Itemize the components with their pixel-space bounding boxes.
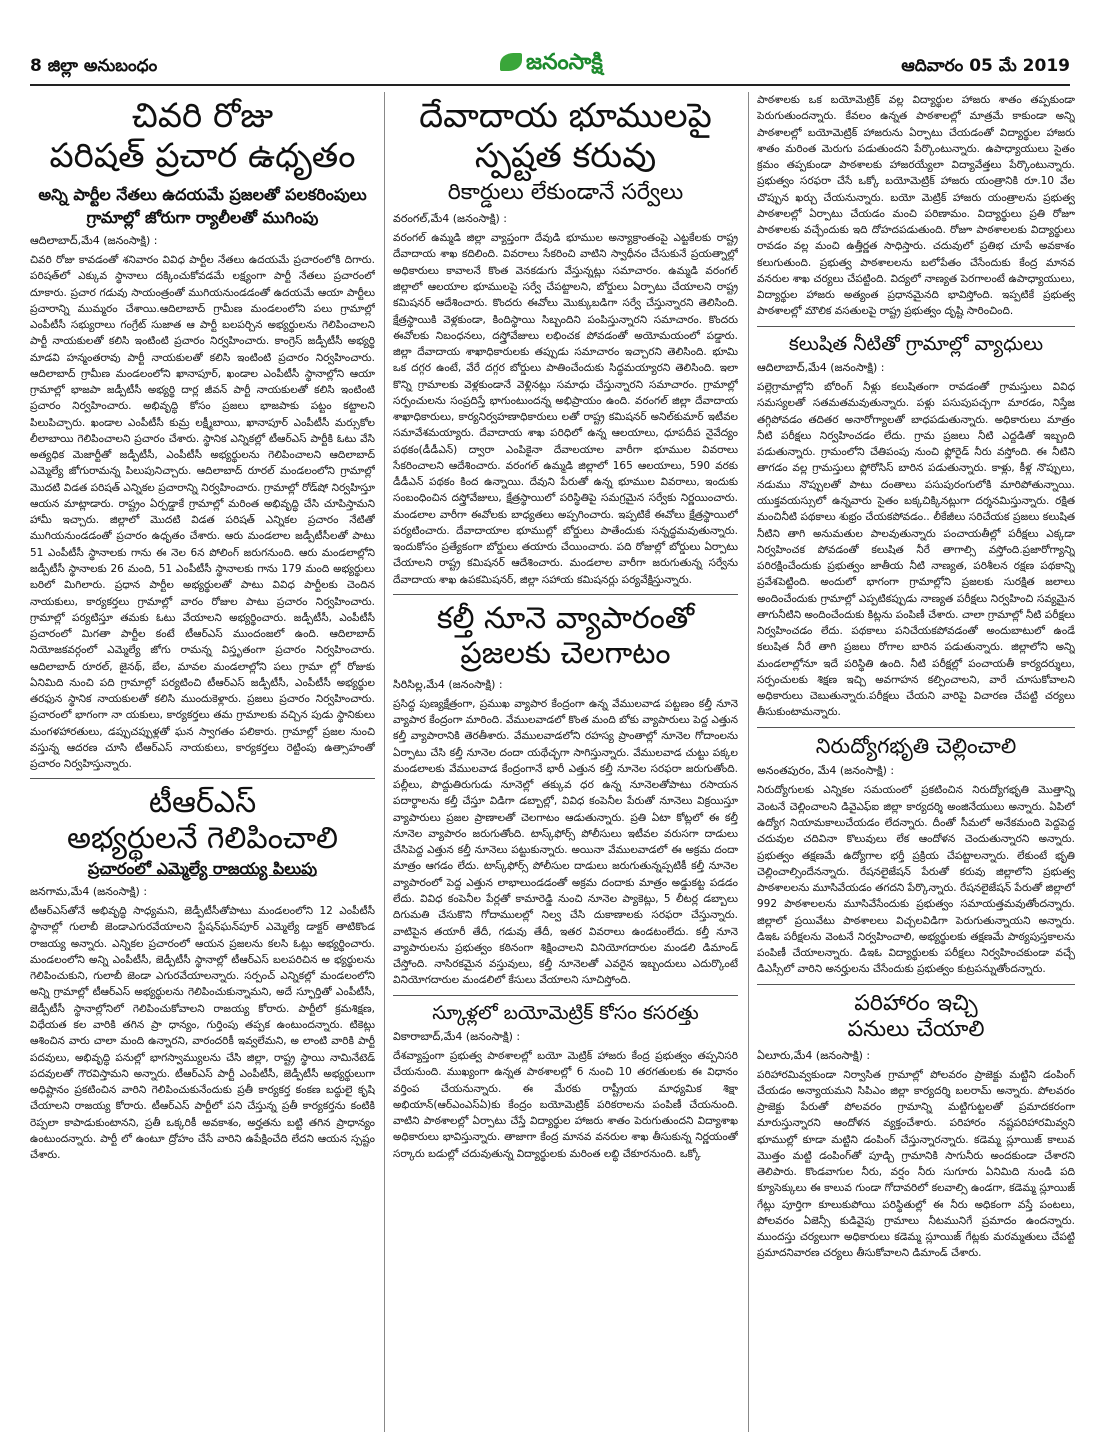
dateline: సిరిసిల్ల,మే4 (జనంసాక్షి) : xyxy=(393,677,503,691)
headline-adulterated-oil xyxy=(393,601,738,672)
headline-campaign xyxy=(30,96,375,176)
headline-trs xyxy=(30,785,375,856)
subheadline: రికార్డులు లేకుండానే సర్వేలు xyxy=(447,180,684,206)
subheadline: అన్ని పార్టీల నేతలు ఉదయమే ప్రజలతో పలకరింపులు xyxy=(38,185,367,205)
divider xyxy=(757,984,1075,985)
leaf-icon xyxy=(500,53,522,71)
headline-line: అభ్యర్థులనే గెలిపించాలి xyxy=(66,820,339,856)
article-body: పరిహారమివ్వకుండా నిర్వాసిత గ్రామాల్లో పోలవరం ప్రాజెక్టు మట్టిని డంపింగ్ చేయడం అన్యాయమని సిపిఎం జిల్లా కార్యదర్శి బలరామ్ అన్నారు. పోలవరం ప్రాజెక్టు పేరుతో పోలవరం గ్రామాన్ని మట్టిగుట్టలతో ప్రమాదకరంగా మారుస్తున్నారని ఆందోళన వ్యక్తంచేశారు. పరిహారం నష్టపరిహారమివ్వని భూముల్లో కూడా మట్టిని డంపింగ్ చేస్తున్నారన్నారు. కడెమ్మ స్లూయిజ్ కాలువ మొత్తం మట్టి డంపింగ్‌తో పూడ్చి గ్రామానికి సాగునీరు అందకుండా చేశారని తెలిపారు. కొండవాగుల నీరు, వర్షం నీరు సుగూరు ఏనిమిది నుండి పది క్యూసెక్కులు ఈ కాలువ గుండా గోదావరిలో కలవాల్సి ఉండగా, కడెమ్మ స్లూయిజ్ గేట్లు పూర్తిగా కూలుకుపోయి పరిస్థితుల్లో ఈ నీరు అధికంగా వస్తే పంటలు, పోలవరం ఏజెన్సీ కుడివైపు గ్రామాలు నీటమునిగే ప్రమాదం ఉందన్నారు. ముందస్తు చర్యలుగా అధికారులు కడెమ్మ స్లూయిజ్ గేట్లకు మరమ్మతులు చేపట్టి ప్రమాదనివారణ చర్యలు తీసుకోవాలని డిమాండ్ చేశారు. xyxy=(757,1068,1075,1260)
article-body-continued: పాఠశాలకు ఒక బయోమెట్రిక్ వల్ల విద్యార్థుల హాజరు శాతం తప్పకుండా పెరుగుతుందన్నారు. కేవలం ఉన్నత పాఠశాలల్లో మాత్రమే కాకుండా అన్ని పాఠశాలల్లో బయోమెట్రిక్ హాజరును ఏర్పాటు చేయడంతో విద్యార్థుల హాజరు శాతం మరింత మెరుగు పడుతుందని పేర్కొంటున్నారు. ఉపాధ్యాయులు సైతం క్రమం తప్పకుండా పాఠశాలకు హాజరయ్యేలా విద్యావేత్తలు పేర్కొంటున్నారు. ప్రభుత్వం సరఫరా చేసే ఒక్కో బయోమెట్రిక్ హాజరు యంత్రానికి రూ.10 వేల చొప్పున ఖర్చు చేయనున్నారు. బయో మెట్రిక్ హాజరు యంత్రాలను ప్రభుత్వ పాఠశాలల్లో ఏర్పాటు చేయడం మంచి పరిణామం. విద్యార్థులు ప్రతి రోజూ పాఠశాలకు వచ్చేందుకు ఇది దోహదపడుతుంది. రోజూ పాఠశాలలకు విద్యార్థులు రావడం వల్ల మంచి ఉత్తీర్ణత సాధిస్తారు. చదువులో ప్రతిభ చూపే అవకాశం కలుగుతుంది. ప్రభుత్వ పాఠశాలలను బలోపేతం చేసేందుకు కేంద్ర మానవ వనరుల శాఖ చర్యలు చేపట్టింది. విద్యలో నాణ్యత పెరగాలంటే ఉపాధ్యాయులు, విద్యార్థుల హాజరు అత్యంత ప్రధానమైనది భావిస్తోంది. ఇప్పటికే ప్రభుత్వ పాఠశాలల్లో మౌలిక వసతులపై రాష్ట్ర ప్రభుత్వం దృష్టి సారించింది. xyxy=(757,94,1075,318)
divider xyxy=(30,778,375,779)
header-rule xyxy=(30,84,1070,86)
column-divider xyxy=(384,92,385,1432)
column-1 xyxy=(30,92,375,1437)
headline-line: కల్తీ నూనె వ్యాపారంతో xyxy=(436,601,695,637)
headline-line: ప్రజలకు చెలగాటం xyxy=(460,636,671,672)
headline-temple-lands xyxy=(393,96,738,176)
divider xyxy=(393,995,738,996)
dateline: జనగామ,మే4 (జనంసాక్షి) : xyxy=(30,885,148,899)
dateline: వికారాబాద్,మే4 (జనంసాక్షి) : xyxy=(393,1029,521,1043)
article-body: వరంగల్ ఉమ్మడి జిల్లా వ్యాప్తంగా దేవుడి భూముల అన్యాక్రాంతంపై ఎట్టకేలకు రాష్ట్ర దేవాదాయ శాఖ కదిలింది. వివరాలు సేకరించి వాటిని స్వాధీనం చేసుకునే ప్రయత్నాల్లో అధికారులు కావాలనే కొంత వెనకడుగు వేస్తున్నట్లు సమాచారం. ఉమ్మడి వరంగల్ జిల్లాలో ఆలయాల భూములపై సర్వే చేపట్టాలని, బోర్డులు ఏర్పాటు చేయాలని రాష్ట్ర కమిషనర్ ఆదేశించారు. కొందరు ఈవోలు మొక్కుబడిగా సర్వే చేస్తున్నారని తెలిసింది. క్షేత్రస్థాయికి వెళ్లకుండా, కిందిస్థాయి సిబ్బందిని పంపిస్తున్నారని సమాచారం. కొందరు ఈవోలకు నిబంధనలు, దస్త్రోవేజులు లభించక పోవడంతో అయోమయంలో పడ్డారు. జిల్లా దేవాదాయ శాఖాధికారులకు తప్పుడు సమాచారం ఇచ్చారని తెలిసింది. భూమి ఒక దగ్గర ఉంటే, వేరే దగ్గర బోర్డులు పాతించేందుకు సిద్ధమయ్యారని తెలిసింది. ఇలా కొన్ని గ్రామాలకు వెళ్లకుండానే వెళ్లినట్లు సమాధు చేస్తున్నారని సమాచారం. గ్రామాల్లో సర్పంచులను సంప్రదిస్తే భాగుంటుందన్న అభిప్రాయం ఉంది. వరంగల్ జిల్లా దేవాదాయ శాఖాధికారులు, కార్యనిర్వహణాధికారులు లతో రాష్ట్ర కమిషనర్ అనిల్‌కుమార్ ఇటీవల సమావేశమయ్యారు. దేవాదాయ శాఖ పరిధిలో ఉన్న ఆలయాలు, ధూపదీప నైవేద్యం పథకం(డీడీఎన్) ద్వారా ఎంపికైనా దేవాలయాల వారీగా భూముల వివరాలు సేకరించాలని ఆదేశించారు. వరంగల్ ఉమ్మడి జిల్లాలో 165 ఆలయాలు, 590 వరకు డీడీఎన్ పథకం కింద ఉన్నాయి. దేవుని పేరుతో ఉన్న భూముల వివరాలు, ఇందుకు సంబంధించిన దస్త్రోవేజులు, క్షేత్రస్థాయిలో పరిస్థితిపై సమగ్రమైన సర్వేకు నిర్ణయించారు. మండలాల వారీగా ఈవోలకు బాధ్యతలు అప్పగించారు. ఇప్పటికే ఈవోలు క్షేత్రస్థాయిలో పర్యటించారు. దేవాదాయాల భూముల్లో బోర్డులు పాతేందుకు సన్నద్ధమవుతున్నారు. ఇందుకోసం ప్రత్యేకంగా బోర్డులు తయారు చేయించారు. పది రోజుల్లో బోర్డులు ఏర్పాటు చేయాలని రాష్ట్ర కమిషనర్ ఆదేశించారు. మండలాల వారీగా జరుగుతున్న సర్వేను దేవాదాయ శాఖ ఉపకమిషనర్, జిల్లా సహాయ కమిషనర్లు పర్యవేక్షిస్తున్నారు. xyxy=(393,232,738,586)
article-body: టీఆర్‌ఎస్‌తోనే అభివృద్ధి సాధ్యమని, జెడ్పీటీసీతోపాటు మండలంలోని 12 ఎంపీటీసీ స్థానాల్లో గులాబీ జెండాఎగురవేయాలని స్టేషన్‌ఘన్‌పూర్ ఎమ్మెల్యే డాక్టర్ తాటికొండ రాజయ్య అన్నారు. ఎన్నికల ప్రచారంలో ఆయన ప్రజలను కలసి ఓట్లు అభ్యర్థించారు. మండలంలోని అన్ని ఎంపీటీసీ, జెడ్పీటీసీ స్థానాల్లో టీఆర్‌ఎస్ బలపరిచిన అ భ్యర్థులను గెలిపించుకుని, గులాబీ జెండా ఎగురవేయాలన్నారు. సర్పంచ్ ఎన్నికల్లో మండలంలోని అన్ని గ్రామాల్లో టీఆర్‌ఎస్ అభ్యర్థులను గెలిపించుకున్నామని, అదే స్ఫూర్తితో ఎంపీటీసీ, జెడ్పీటీసీ స్థానాల్లోనిలో గెలిపించుకోవాలని రాజయ్య కోరారు. పార్టీలో క్రమశిక్షణ, విధేయత కల వారికి తగిన ప్రా ధాన్యం, గుర్తింపు తప్పక ఉంటుందన్నారు. టికెట్లు ఆశించిన వారు చాలా మంది ఉన్నారని, వారందరికీ ఇవ్వలేమని, అ లాంటి వారికి పార్టీ పదవులు, అభివృద్ధి పనుల్లో భాగస్వామ్యులను చేసి జిల్లా, రాష్ట్ర స్థాయి నామినేటెడ్ పదవులతో గౌరవిస్తామని అన్నారు. టీఆర్‌ఎస్ పార్టీ ఎంపీటీసీ, జెడ్పీటీసీ అభ్యర్థులుగా అధిష్టానం ప్రకటించిన వారిని గెలిపించుకునేందుకు ప్రతీ కార్యకర్త కంకణ బద్ధులై కృషి చేయాలని రాజయ్య కోరారు. టీఆర్‌ఎస్ పార్టీలో పని చేస్తున్న ప్రతీ కార్యకర్తను కంటికి రెప్పలా కాపాడుకుంటానని, ప్రతీ ఒక్కరికీ అవకాశం, అర్హతను బట్టి తగిన ప్రాధాన్యం ఉంటుందన్నారు. పార్టీ లో ఉంటూ ద్రోహం చేసే వారిని ఉపేక్షించేది లేదని ఆయన స్పష్టం చేశారు. xyxy=(30,905,375,1162)
divider xyxy=(757,727,1075,728)
masthead-text: జనంసాక్షి xyxy=(526,50,603,75)
headline-line: పరిహారం ఇచ్చి xyxy=(854,990,978,1016)
divider xyxy=(393,594,738,595)
headline-line: చివరి రోజు xyxy=(131,96,274,136)
article-body: చివరి రోజు కావడంతో శనివారం వివిధ పార్టీల నేతలు ఉదయమే ప్రచారంలోకి దిగారు. పరిషత్‌లో ఎక్కువ స్థానాలు దక్కించుకోవడమే లక్ష్యంగా పార్టీ నేతలు ప్రచారంలో దూకారు. ప్రచార గడువు సాయంత్రంతో ముగియనుండడంతో ఉదయమే ఆయా పార్టీలు ప్రచారాన్ని ముమ్మరం చేశాయి.ఆదిలాబాద్ గ్రామీణ మండలంలోని పలు గ్రామాల్లో ఎంపీటీసీ సభ్యురాలు గంగ్రేట్ సుజాత ఆ పార్టీ బలపర్చిన అభ్యర్థులను గెలిపించాలని పార్టీ నాయకులతో కలిసి ఇంటింటి ప్రచారం నిర్వహించారు. కాంగ్రెస్ జడ్పీటీసీ అభ్యర్థి మాడవి హన్మంతరావు పార్టీ నాయకులతో కలిసి ఇంటింటి ప్రచారం నిర్వహించారు. ఆదిలాబాద్ గ్రామీణ మండలంలోని ఖానాపూర్, ఖండాల ఎంపీటీసీ స్థానాల్లోని ఆయా గ్రామాల్లో భాజపా జడ్పీటీసీ అభ్యర్థి దార్ల జీవన్ పార్టీ నాయకులతో కలిసి ఇంటింటి ప్రచారం నిర్వహించారు. అభివృద్ధి కోసం ప్రజలు భాజపాకు పట్టం కట్టాలని పిలుపిచ్చారు. ఖండాల ఎంపీటీసీ కుమ్ర లక్ష్మీబాయి, ఖానాపూర్ ఎంపీటీసీ మర్సుకోల లీలాబాయి గెలిపించాలని ప్రచారం చేశారు. స్థానిక ఎన్నికల్లో టీఆర్‌ఎస్ పార్టీకి ఓటు వేసి అత్యధిక మెజార్టీతో జడ్పీటీసీ, ఎంపీటీసీ అభ్యర్థులను గెలిపించాలని ఆదిలాబాద్ ఎమ్మెల్యే జోగురామన్న పిలుపునిచ్చారు. ఆదిలాబాద్ రూరల్ మండలంలోని గ్రామాల్లో మొదటి విడత పరిషత్ ఎన్నికల ప్రచారాన్ని నిర్వహించారు. గ్రామాల్లో రోడ్‌షో నిర్వహిస్తూ ఆయన మాట్లాడారు. రాష్ట్రం ఏర్పడ్డాకే గ్రామాల్లో మరింత అభివృద్ధి చేసి చూపిస్తామని హామీ ఇచ్చారు. జిల్లాలో మొదటి విడత పరిషత్ ఎన్నికల ప్రచారం నేటితో ముగియనుండడంతో ప్రచారం ఉధృతం చేశారు. ఆరు మండలాల జడ్పీటీసీలతో పాటు 51 ఎంపీటీసీ స్థానాలకు గాను ఈ నెల 6న పోలింగ్ జరుగనుంది. ఆరు మండలాల్లోని జడ్పీటీసీ స్థానాలకు 26 మంది, 51 ఎంపీటీసీ స్థానాలకు గాను 179 మంది అభ్యర్థులు బరిలో మిగిలారు. ప్రధాన పార్టీల అభ్యర్థులతో పాటు వివిధ పార్టీలకు చెందిన నాయకులు, కార్యకర్తలు గ్రామాల్లో వారం రోజుల పాటు ప్రచారం నిర్వహించారు. గ్రామాల్లో పర్యటిస్తూ తమకు ఓటు వేయాలని అభ్యర్థించారు. జడ్పీటీసీ, ఎంపీటీసీ ప్రచారంలో మిగతా పార్టీల కంటే టీఆర్‌ఎస్ ముందంజలో ఉంది. ఆదిలాబాద్ నియోజకవర్గంలో ఎమ్మెల్యే జోగు రామన్న విస్తృతంగా ప్రచారం నిర్వహించారు. ఆదిలాబాద్ రూరల్, జైనథ్, బేల, మావల మండలాల్లోని పలు గ్రామా ల్లో రోజుకు ఏనిమిది నుంచి పది గ్రామాల్లో పర్యటించి టీఆర్‌ఎస్ జడ్పీటీసీ, ఎంపీటీసీ అభ్యర్థుల తరఫున స్థానిక నాయకులతో కలిసి ముందుకెళ్లారు. ప్రజలు ప్రచారం నిర్వహించారు. ప్రచారంలో భాగంగా నా యకులు, కార్యకర్తలు తమ గ్రామాలకు వచ్చిన పుడు స్థానికులు మంగళహారతులు, డప్పుచప్పుళ్లతో ఘన స్వాగతం పలికారు. గ్రామాల్లో ప్రజల నుంచి వస్తున్న ఆదరణ చూసి టీఆర్‌ఎస్ నాయకులు, కార్యకర్తలు రెట్టింపు ఉత్సాహంతో ప్రచారం నిర్వహిస్తున్నారు. xyxy=(30,253,375,771)
column-2 xyxy=(393,92,738,1437)
dateline: వరంగల్,మే4 (జనంసాక్షి) : xyxy=(393,212,507,226)
headline-unemployment: నిరుద్యోగభృతి చెల్లించాలి xyxy=(815,733,1017,758)
subheadline: ప్రచారంలో ఎమ్మెల్యే రాజయ్య పిలుపు xyxy=(87,859,318,879)
column-divider xyxy=(748,92,749,1432)
article-body: పల్లెగ్రామాల్లోని బోరింగ్ నీళ్లు కలుషితంగా రావడంతో గ్రామస్తులు వివిధ సమస్యలతో సతమతమవుతున్నారు. పళ్లు పసుపుపచ్చగా మారడం, నిస్తేజ తగ్గిపోవడం తదితర అనారోగ్యాలతో బాధపడుతున్నారు. అధికారులు మాత్రం నీటి పరీక్షలు నిర్వహించడం లేదు. గ్రామ ప్రజలు నీటి ఎద్దడితో ఇబ్బంది పడుతున్నారు. గ్రామంలోని చేతిపంపు నుంచి ఫ్లోరైడ్ నీరు వస్తోంది. ఈ నీటిని తాగడం వల్ల గ్రామస్తులు ఫ్లోరోసిస్ బారిన పడుతున్నారు. కాళ్లు, కీళ్ల నొప్పులు, నడుము నొప్పులతో పాటు దంతాలు పసుపురంగులోకి మారిపోతున్నాయి. యుక్తవయస్సులో ఉన్నవారు సైతం బక్కచిక్కినట్లుగా దర్శనమిస్తున్నారు. రక్షిత మంచినీటి పథకాలు శుభ్రం చేయకపోవడం.. లీకేజీలు సరిచేయక ప్రజలు కలుషిత నీటిని తాగి అనుమతుల పాలవుతున్నారు పంచాయతీల్లో పరీక్షలు ఎక్కడా నిర్వహించక పోవడంతో కలుషిత నీరే తాగాల్సి వస్తోంది.ప్రజారోగ్యాన్ని పరిరక్షించేందుకు ప్రభుత్వం జాతీయ నీటి నాణ్యత, పరిశీలన రక్షణ పథకాన్ని ప్రవేశపెట్టింది. అందులో భాగంగా గ్రామాల్లోని ప్రజలకు సురక్షిత జలాలు అందించేందుకు గ్రామాల్లో ఎప్పటికప్పుడు నాణ్యత పరీక్షలు నిర్వహించి సవ్యమైన తాగునీటిని అందించేందుకు కిట్లను పంపిణీ చేశారు. చాలా గ్రామాల్లో నీటి పరీక్షలు నిర్వహించడం లేదు. పథకాలు పనిచేయకపోవడంతో అందుబాటులో ఉండే కలుషిత నీరే తాగి ప్రజలు రోగాల బారిన పడుతున్నారు. జిల్లాలోని అన్ని మండలాల్లోనూ ఇదే పరిస్థితి ఉంది. నీటి పరీక్షల్లో పంచాయతీ కార్యదర్శులు, సర్పంచులకు శిక్షణ ఇచ్చి అవగాహన కల్పించాలని, వారే చూసుకోవాలని అధికారులు చెబుతున్నారు.పరీక్షలు చేయని వారిపై విచారణ చేపట్టి చర్యలు తీసుకుంటామన్నారు. xyxy=(757,381,1075,719)
dateline: ఆదిలాబాద్,మే4 (జనంసాక్షి) : xyxy=(30,233,158,247)
subheadline: గ్రామాల్లో జోరుగా ర్యాలీలతో ముగింపు xyxy=(86,208,319,228)
headline-line: దేవాదాయ భూములపై xyxy=(419,96,712,136)
article-body: దేశవ్యాప్తంగా ప్రభుత్వ పాఠశాలల్లో బయో మెట్రిక్ హాజరు కేంద్ర ప్రభుత్వం తప్పనిసరి చేయనుంది. ముఖ్యంగా ఉన్నత పాఠశాలల్లో 6 నుంచి 10 తరగతులకు ఈ విధానం వర్తింప చేయనున్నారు. ఈ మేరకు రాష్ట్రీయ మాధ్యమిక శిక్షా అభియాన్(ఆర్ఎంఎస్ఏ)కు కేంద్రం బయోమెట్రిక్ పరికరాలను పంపిణీ చేయనుంది. వాటిని పాఠశాలల్లో ఏర్పాటు చేస్తే విద్యార్థుల హాజరు శాతం పెరుగుతుందని విద్యాశాఖ అధికారులు భావిస్తున్నారు. తాజాగా కేంద్ర మానవ వనరుల శాఖ తీసుకున్న నిర్ణయంతో సర్కారు బడుల్లో చదువుతున్న విద్యార్థులకు మరింత లబ్ధి చేకూరనుంది. ఒక్కో xyxy=(393,1049,738,1160)
dateline: ఏలూరు,మే4 (జనంసాక్షి) : xyxy=(757,1048,871,1062)
headline-contaminated-water: కలుషిత నీటితో గ్రామాల్లో వ్యాధులు xyxy=(788,332,1044,355)
headline-line: టీఆర్ఎస్ xyxy=(148,785,257,821)
headline-line: పనులు చేయాలి xyxy=(847,1016,985,1042)
article-body: ప్రసిద్ధ పుణ్యక్షేత్రంగా, ప్రముఖ వ్యాపార కేంద్రంగా ఉన్న వేములవాడ పట్టణం కల్తీ నూనె వ్యాపార కేంద్రంగా మారింది. వేములవాడలో కొంత మంది బోకు వ్యాపారులు పెద్ద ఎత్తున కల్తీ వ్యాపారానికి తెరతీశారు. వేములవాడలోని రహస్య ప్రాంతాల్లో నూనెల గోదాంలను ఏర్పాటు చేసి కల్తీ నూనెల దందా యథేచ్ఛగా సాగిస్తున్నారు. వేములవాడ చుట్టు పక్కల మండలాలకు వేములవాడ కేంద్రంగానే భారీ ఎత్తున కల్తీ నూనెల సరఫరా జరుగుతోంది. పల్లీలు, పొద్దుతిరుగుడు నూనెల్లో తక్కువ ధర ఉన్న నూనెలతోపాటు రసాయన పదార్థాలను కల్తీ చేస్తూ విడిగా డబ్బాల్లో, వివిధ కంపెనీల పేరుతో నూనెలు విక్రయిస్తూ వ్యాపారులు ప్రజల ప్రాణాలతో చెలగాటం ఆడుతున్నారు. ప్రతి ఏటా కోట్లలో ఈ కల్తీ నూనెల వ్యాపారం జరుగుతోంది. టాస్క్‌ఫోర్స్ పోలీసులు ఇటీవల వరుసగా దాడులు చేసిపెద్ద ఎత్తున కల్తీ నూనెలు పట్టుకున్నారు. అయినా వేములవాడలో ఈ అక్రమ దందా మాత్రం ఆగడం లేదు. టాస్క్‌ఫోర్స్ పోలీసుల దాడులు జరుగుతున్నప్పటికీ కల్తీ నూనెల వ్యాపారంలో పెద్ద ఎత్తున లాభాలుండడంతో అక్రమ దందాకు మాత్రం అడ్డుకట్ట పడడం లేదు. వివిధ కంపెనీల పేర్లతో కామారెడ్డి నుంచి నూనెల ప్యాకెట్లు, 5 లీటర్ల డబ్బాలు దిగుమతి చేసుకొని గోదాములల్లో నిల్వ చేసి దుకాణాలకు సరఫరా చేస్తున్నారు. వాటిపైన తయారీ తేదీ, గడువు తేదీ, ఇతర వివరాలు ఉండటంలేదు. కల్తీ నూనె వ్యాపారులను ప్రభుత్వం కఠినంగా శిక్షించాలని వినియోగదారుల మండలి డిమాండ్ చేస్తోంది. నాసిరకమైన వస్తువులు, కల్తీ నూనెలతో ఎవరైన ఇబ్బందులు ఎదుర్కొంటే వినియోగదారుల మండలిలో కేసులు వేయాలని సూచిస్తోంది. xyxy=(393,697,738,987)
headline-line: స్పష్టత కరువు xyxy=(474,136,657,177)
page-header xyxy=(30,48,1070,82)
page-label: 8 జిల్లా అనుబంధం xyxy=(30,56,158,76)
divider xyxy=(757,326,1075,327)
dateline: ఆదిలాబాద్,మే4 (జనంసాక్షి) : xyxy=(757,361,885,375)
headline-compensation xyxy=(757,991,1075,1043)
article-body: నిరుద్యోగులకు ఎన్నికల సమయంలో ప్రకటించిన నిరుద్యోగభృతి మొత్తాన్ని వెంటనే చెల్లించాలని డివైఎఫ్ఐ జిల్లా కార్యదర్శి అంజినేయులు అన్నారు. ఏపిలో ఉద్యోగ నియామకాలుచేయడం లేదన్నారు. దీంతో సీమలో అనేకమంది పెద్దపెద్ద చదువుల చదివినా కొలువులు లేక ఆందోళన చెందుతున్నారని అన్నారు. ప్రభుత్వం తక్షణమే ఉద్యోగాల భర్తీ ప్రక్రియ చేపట్టాలన్నారు. లేకుంటే భృతి చెల్లించాల్సిందేనన్నారు. రేషనలైజేషన్ పేరుతో కరువు జిల్లాలోని ప్రభుత్వ పాఠశాలలను మూసివేయడం తగదని పేర్కొన్నారు. రేషనలైజేషన్ పేరుతో జిల్లాలో 992 పాఠశాలలను మూసివేసేందుకు ప్రభుత్వం సమాయత్తమవుతోందన్నారు. జిల్లాలో ప్రయివేటు పాఠశాలలు విచ్చలవిడిగా పెరుగుతున్నాయని అన్నారు. డిఇఓ పరీక్షలను వెంటనే నిర్వహించాలి, అభ్యర్థులకు తక్షణమే పాఠ్యపుస్తకాలను పంపిణీ చేయాలన్నారు. డిఇఓ విద్యార్థులకు పరీక్షలు నిర్వహించకుండా వచ్చే డిఎస్సీలో వారిని అనర్హులను చేసేందుకు ప్రభుత్వం కుట్రపన్నుతోందన్నారు. xyxy=(757,784,1075,976)
headline-line: పరిషత్ ప్రచార ఉధృతం xyxy=(49,136,356,177)
dateline: అనంతపురం, మే4 (జనంసాక్షి) : xyxy=(757,764,895,778)
masthead-logo xyxy=(500,50,603,80)
column-3 xyxy=(757,92,1075,1437)
issue-date: ఆదివారం 05 మే 2019 xyxy=(901,56,1070,76)
headline-biometric: స్కూళ్లలో బయోమెట్రిక్ కోసం కసరత్తు xyxy=(432,1001,699,1024)
